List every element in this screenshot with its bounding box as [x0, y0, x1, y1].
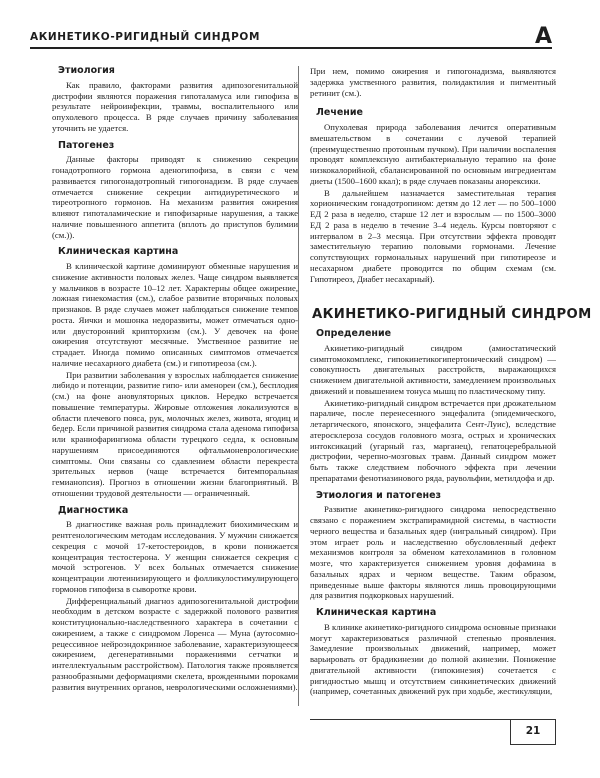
page-number-box: [510, 719, 556, 745]
clinical-paragraph-1: В клинической картине доминируют обменные нарушения и снижение активности половых желез. Чаще синдром выявляется у мальчиков в возрасте 10–12 лет. Характерны общее ожирение, ложная гинекомастия (см.), слабое развитие вторичных половых признаков. В ряде случаев может наблюдаться снижение темпов роста. Яички и мошонка недоразвиты, может отмечаться одно- или двусторонний крипторхизм (см.). У девочек на фоне ожирения отсутствуют месячные. Умственное развитие не страдает. Иногда помимо описанных симптомов отмечается наличие несахарного диабета (см.) и гипотиреоза (см.).: [52, 261, 298, 368]
etiology-pathogenesis-paragraph: Развитие акинетико-ригидного синдрома непосредственно связано с поражением экстрапирамидной системы, в частности черного вещества и базальных ядер (нигральный синдром). При этом играет роль и наследственно обусловленный дефект механизмов контроля за обменом катехоламинов в головном мозге, что характеризуется снижением уровня дофамина в базальных ядрах и черном веществе. Таким образом, приведенные выше факторы являются лишь провоцирующими для развития подкорковых нарушений.: [310, 504, 556, 601]
etiology-pathogenesis-heading: Этиология и патогенез: [316, 489, 442, 501]
right-column: [310, 66, 592, 697]
page-number: 21: [525, 725, 541, 737]
diagnostics-heading: Диагностика: [58, 504, 129, 516]
continuation-paragraph: При нем, помимо ожирения и гипогонадизма, выявляются задержка умственного развития, полидактилия и пигментный ретинит (см.).: [310, 66, 556, 98]
definition-paragraph-1: Акинетико-ригидный синдром (амиостатический симптомокомплекс, гипокинетикогипертонический синдром) — совокупность двигательных расстройств, выражающихся снижением двигательной активности, замедлением произвольных движений и повышением тонуса мышц по пластическому типу.: [310, 342, 556, 396]
header-rule: [30, 47, 552, 49]
treatment-paragraph-2: В дальнейшем назначается заместительная терапия хорионическим гонадотропином: детям до 12 лет — по 500–1000 ЕД 2 раза в неделю, старше 12 лет и взрослым — по 1500–3000 ЕД 2 раза в неделю в течение 3–4 недель. Курсы повторяют с интервалом в 2–3 месяца. При отсутствии эффекта проводят заместительную терапию половыми гормонами. Лечение сопутствующих гормональных нарушений при гипотиреозе и несахарном диабете проводится по общим схемам (см. Гипотиреоз, Диабет несахарный).: [310, 187, 556, 284]
diagnostics-paragraph-1: В диагностике важная роль принадлежит биохимическим и рентгенологическим методам исследования. У мужчин снижается секреция с мочой 17-кетостероидов, в крови понижается концентрация тестостерона. У женщин снижается секреция с мочой эстрогенов. У всех больных отмечается снижение концентрации лютеинизирующего и фолликулостимулирующего гормонов гипофиза в сыворотке крови.: [52, 519, 298, 594]
left-column: [52, 66, 298, 692]
treatment-paragraph-1: Опухолевая природа заболевания лечится оперативным вмешательством в сочетании с лучевой терапией (преимущественно протонным пучком). При наличии воспаления проводят комплексную антибактериальную терапию на фоне низкокалорийной, сбалансированной по основным ингредиентам диеты (1500–1600 ккал); в ряде случаев показаны анорексики.: [310, 122, 556, 186]
etiology-paragraph: Как правило, факторами развития адипозогенитальной дистрофии являются поражения гипоталамуса или гипофиза в результате нейроинфекции, травмы, воспалительного или опухолевого процесса. В ряде случаев причину заболевания уточнить не удается.: [52, 79, 298, 133]
article-title: АКИНЕТИКО-РИГИДНЫЙ СИНДРОМ: [312, 307, 592, 323]
clinical-picture-paragraph: В клинике акинетико-ригидного синдрома основные признаки могут характеризоваться различной степенью проявления. Замедление произвольных движений, например, может варьировать от брадикинезии до полной акинезии. Понижение двигательной активности (гипокинезия) сочетается с ригидностью мышц и отсутствием синкинетических движений (например, сочетанных движений рук при ходьбе, жестикуляции,: [310, 621, 556, 697]
footer-rule: [310, 719, 510, 720]
treatment-heading: Лечение: [316, 107, 363, 119]
running-header-title: АКИНЕТИКО-РИГИДНЫЙ СИНДРОМ: [30, 31, 260, 43]
clinical-heading: Клиническая картина: [58, 246, 179, 258]
clinical-paragraph-2: При развитии заболевания у взрослых наблюдается снижение либидо и потенции, развитие гипо- или аменореи (см.), бесплодия (см.) на фоне ановуляторных циклов. Нередко встречается повышение температуры. Жировые отложения локализуются в области плечевого пояса, рук, молочных желез, живота, ягодиц и бедер. Если причиной развития синдрома стала аденома гипофиза или краниофарингиома области турецкого седла, к основным нарушениям присоединяются офтальмоневрологические симптомы. Они связаны со сдавлением области перекреста зрительных нервов (чаще встречается битемпоральная гемианопсия). Прогноз в отношении жизни благоприятный. В отношении трудовой деятельности — ограниченный.: [52, 369, 298, 498]
column-divider: [298, 66, 299, 706]
section-letter: А: [535, 24, 553, 49]
pathogenesis-heading: Патогенез: [58, 139, 115, 151]
pathogenesis-paragraph: Данные факторы приводят к снижению секреции гонадотропного гормона аденогипофиза, в связи с чем развивается гипогонадотропный гипогонадизм. В ряде случаев отмечается снижение секреции антидиуретического и тиреотропного гормонов. На механизм развития ожирения влияют гипоталамические и гипофизарные нарушения, а также наличие повышенного аппетита (вплоть до приступов булимии (см.)).: [52, 154, 298, 240]
running-header: [30, 28, 546, 50]
etiology-heading: Этиология: [58, 65, 115, 76]
diagnostics-paragraph-2: Дифференциальный диагноз адипозогенитальной дистрофии необходим в детском возрасте с задержкой полового развития конституционально-наследственного характера в сочетании с ожирением, а также с синдромом Лоренса — Муна (аутосомно-рецессивное нейроэндокринное заболевание, характеризующееся ожирением, дегенеративными поражениями сетчатки и интеллектуальным расстройством). Патология также проявляется разнообразными деформациями скелета, врожденными пороками развития внутренних органов, неврологическими осложнениями).: [52, 595, 298, 692]
definition-paragraph-2: Акинетико-ригидный синдром встречается при дрожательном параличе, после перенесенного энцефалита (эпидемического, летаргического, японского, энцефалита Сент-Луис), вследствие атеросклероза сосудов головного мозга, острых и хронических интоксикаций (угарный газ, марганец), гепатоцеребральной дистрофии, черепно-мозговых травм. Данный синдром может быть также следствием побочного эффекта при лечении препаратами фенотиазинового ряда, раувольфии, метилдофа и др.: [310, 397, 556, 483]
clinical-picture-heading: Клиническая картина: [316, 607, 437, 618]
definition-heading: Определение: [316, 328, 392, 339]
